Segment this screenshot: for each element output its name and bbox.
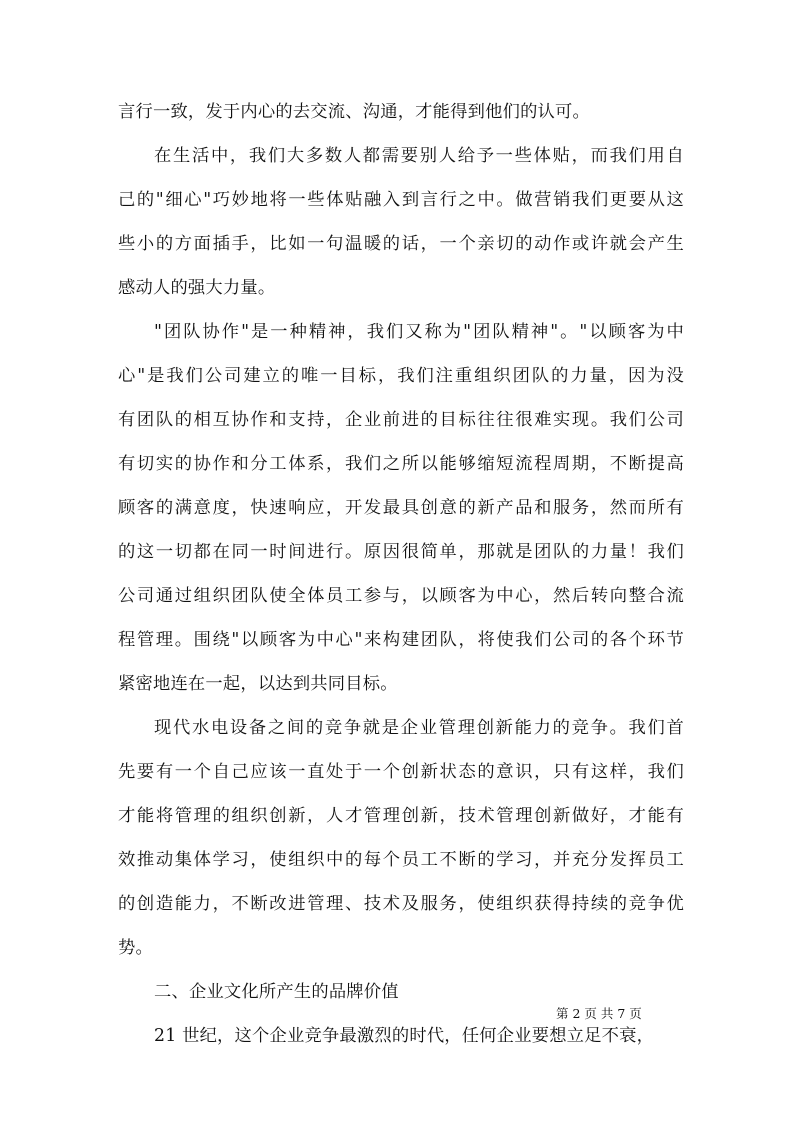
text-line: 言行一致，发于内心的去交流、沟通，才能得到他们的认可。 <box>118 102 590 122</box>
text-line: 些小的方面插手，比如一句温暖的话，一个亲切的动作或许就会产生 <box>118 234 684 254</box>
text-line: 顾客的满意度，快速响应，开发最具创意的新产品和服务，然而所有 <box>118 498 684 518</box>
text-line: 己的"细心"巧妙地将一些体贴融入到言行之中。做营销我们更要从这 <box>118 190 684 210</box>
paragraph <box>118 310 684 706</box>
text-line: 紧密地连在一起，以达到共同目标。 <box>118 674 398 694</box>
text-line: "团队协作"是一种精神，我们又称为"团队精神"。"以顾客为中 <box>154 322 684 342</box>
text-line: 的创造能力，不断改进管理、技术及服务，使组织获得持续的竞争优 <box>118 894 684 914</box>
text-line: 势。 <box>118 938 153 958</box>
paragraph <box>118 90 684 134</box>
text-line: 效推动集体学习，使组织中的每个员工不断的学习，并充分发挥员工 <box>118 850 684 870</box>
text-line: 有切实的协作和分工体系，我们之所以能够缩短流程周期，不断提高 <box>118 454 684 474</box>
text-line: 现代水电设备之间的竞争就是企业管理创新能力的竞争。我们首 <box>154 718 684 738</box>
text-line: 二、企业文化所产生的品牌价值 <box>154 982 399 1002</box>
text-line: 程管理。围绕"以顾客为中心"来构建团队，将使我们公司的各个环节 <box>118 630 684 650</box>
text-line: 感动人的强大力量。 <box>118 278 276 298</box>
text-line: 在生活中，我们大多数人都需要别人给予一些体贴，而我们用自 <box>154 146 684 166</box>
text-line: 有团队的相互协作和支持，企业前进的目标往往很难实现。我们公司 <box>118 410 684 430</box>
paragraph <box>118 134 684 310</box>
text-line: 公司通过组织团队使全体员工参与，以顾客为中心，然后转向整合流 <box>118 586 684 606</box>
text-line: 先要有一个自己应该一直处于一个创新状态的意识，只有这样，我们 <box>118 762 684 782</box>
text-line: 的这一切都在同一时间进行。原因很简单，那就是团队的力量！我们 <box>118 542 684 562</box>
text-line: 才能将管理的组织创新，人才管理创新，技术管理创新做好，才能有 <box>118 806 684 826</box>
paragraph <box>118 706 684 970</box>
text-line: 心"是我们公司建立的唯一目标，我们注重组织团队的力量，因为没 <box>118 366 684 386</box>
page-number: 第 2 页 共 7 页 <box>556 1006 642 1021</box>
text-line: 21 世纪，这个企业竞争最激烈的时代，任何企业要想立足不衰， <box>154 1026 655 1046</box>
document-body <box>118 90 684 1058</box>
